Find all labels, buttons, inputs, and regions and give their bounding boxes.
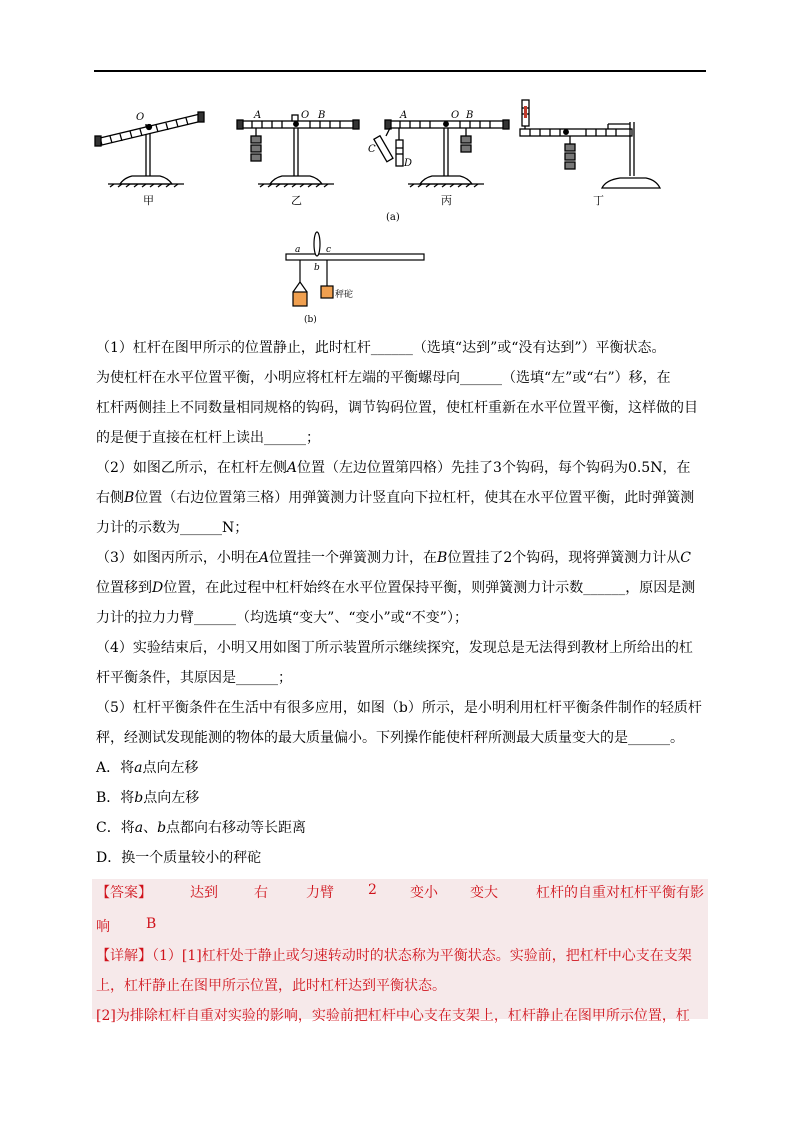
answer-item-6: 变大 [470,885,498,901]
top-rule [94,70,706,72]
setup-yi [237,115,359,187]
svg-text:A: A [400,110,408,121]
svg-text:O: O [451,110,460,121]
svg-text:a: a [295,245,301,255]
svg-text:O: O [136,112,145,123]
svg-text:O: O [301,110,310,121]
svg-text:B: B [318,110,326,121]
q3-line3: 力计的拉力力臂______（均选填“变大”、“变小”或“不变”）； [96,610,468,626]
answer-item-3: 力臂 [306,885,334,901]
caption-a: (a) [386,212,400,223]
option-a: A．将a点向左移 [96,760,199,776]
caption-b: (b) [304,315,317,325]
q1-line2: 为使杠杆在水平位置平衡，小明应将杠杆左端的平衡螺母向______（选填“左”或“右”）移，在 [96,370,671,386]
answer-item-7: 杠杆的自重对杠杆平衡有影 [536,885,704,901]
q2-line2: 右侧B位置（右边位置第三格）用弹簧测力计竖直向下拉杠杆，使其在水平位置平衡，此时弹簧测 [96,490,695,506]
svg-text:C: C [368,144,376,155]
q1-line1: （1）杠杆在图甲所示的位置静止，此时杠杆______（选填“达到”或“没有达到”）平衡状态。 [96,340,666,356]
detail-line1: 【详解】（1）[1]杠杆处于静止或匀速转动时的状态称为平衡状态。实验前，把杠杆中心支在支架 [96,948,692,964]
setup-ding [520,100,660,188]
answer-item-2: 右 [254,885,268,901]
detail-line2: 上，杠杆静止在图甲所示位置，此时杠杆达到平衡状态。 [96,978,446,994]
label-jia: 甲 [143,194,154,207]
detail-tag: 【详解】 [96,948,152,964]
q4-line1: （4）实验结束后，小明又用如图丁所示装置所示继续探究，发现总是无法得到教材上所给出的杠 [96,640,693,656]
q5-line2: 秤，经测试发现能测的物体的最大质量偏小。下列操作能使杆秤所测最大质量变大的是______。 [96,730,684,746]
svg-text:D: D [404,158,413,169]
svg-text:A: A [254,110,262,121]
option-c: C．将a、b点都向右移动等长距离 [96,820,307,836]
answer-item-4: 2 [368,882,377,898]
q4-line2: 杆平衡条件，其原因是______； [96,670,292,686]
svg-text:c: c [326,245,332,255]
q2-line1: （2）如图乙所示，在杠杆左侧A位置（左边位置第四格）先挂了3个钩码，每个钩码为0.5N，在 [96,460,691,476]
answer-tag: 【答案】 [96,885,152,901]
label-ding: 丁 [593,194,604,207]
setup-bing [374,120,509,187]
answer-item-8: B [146,916,157,932]
detail-line3: [2]为排除杠杆自重对实验的影响，实验前把杠杆中心支在支架上，杠杆静止在图甲所示位置，杠 [96,1008,690,1024]
option-b: B．将b点向左移 [96,790,200,806]
q2-line3: 力计的示数为______N； [96,520,249,536]
label-yi: 乙 [291,194,302,207]
q5-line1: （5）杠杆平衡条件在生活中有很多应用，如图（b）所示，是小明利用杠杆平衡条件制作的轻质杆 [96,700,702,716]
option-d: D．换一个质量较小的秤砣 [96,850,262,866]
q3-line2: 位置移到D位置，在此过程中杠杆始终在水平位置保持平衡，则弹簧测力计示数______，原因是测 [96,580,696,596]
answer-item-1: 达到 [190,885,218,901]
setup-jia [95,112,204,187]
q1-line3: 杠杆两侧挂上不同数量相同规格的钩码，调节钩码位置，使杠杆重新在水平位置平衡，这样做的目 [96,400,698,416]
figure-b [278,226,428,328]
q1-line4: 的是便于直接在杠杆上读出______； [96,430,320,446]
q3-line1: （3）如图丙所示，小明在A位置挂一个弹簧测力计，在B位置挂了2个钩码，现将弹簧测力计从C [96,550,691,566]
svg-text:b: b [314,263,320,273]
answer-item-5: 变小 [410,885,438,901]
label-bing: 丙 [441,194,452,207]
weight-label: 秤砣 [335,290,354,300]
figure-a [90,92,710,227]
svg-text:B: B [466,110,474,121]
question-body [96,333,710,873]
